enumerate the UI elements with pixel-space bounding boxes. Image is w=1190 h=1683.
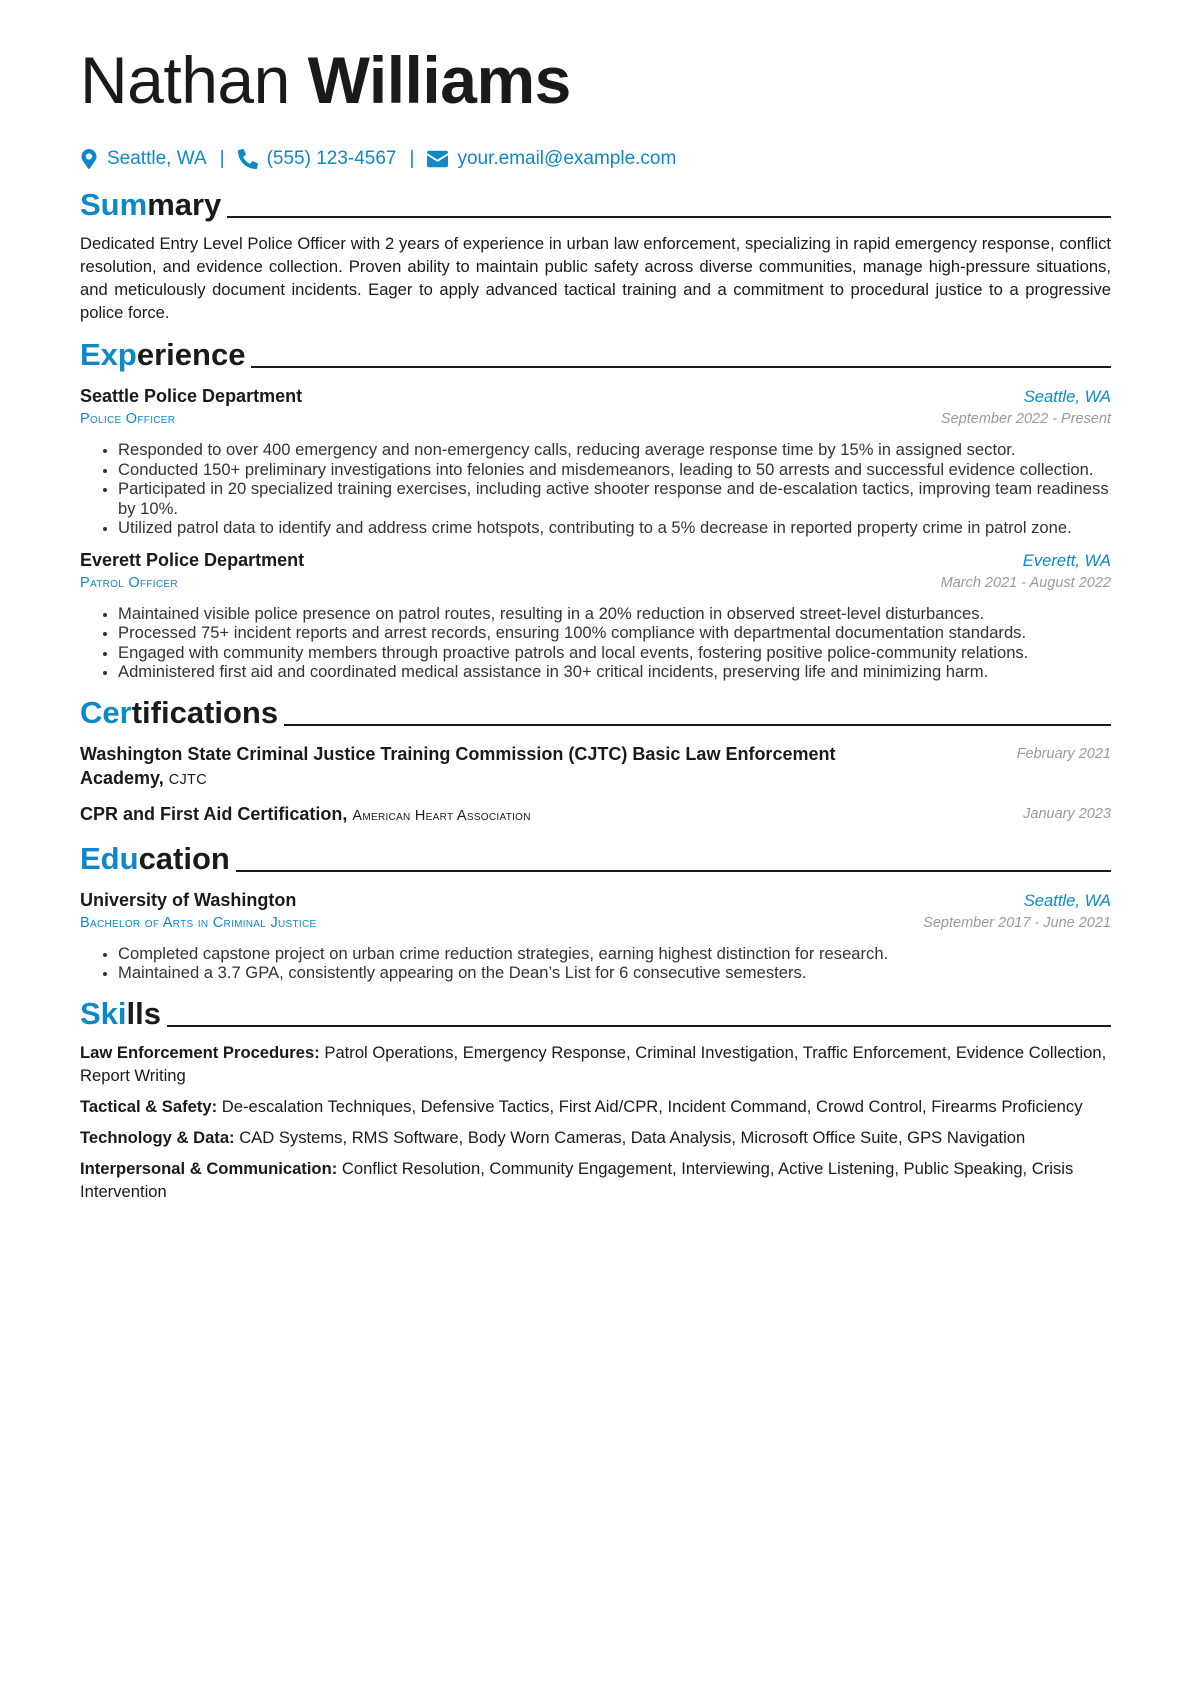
candidate-name: [80, 40, 1111, 120]
list-item: • Responded to over 400 emergency and non-emergency calls, reducing average response time by 15% in assigned sector.: [118, 440, 1111, 460]
school-name: University of Washington: [80, 889, 297, 910]
list-item: • Completed capstone project on urban crime reduction strategies, earning highest distinction for research.: [118, 944, 1111, 964]
cert-name: Washington State Criminal Justice Training Commission (CJTC) Basic Law Enforcement Academy: [80, 743, 836, 788]
skill-group: [80, 1041, 1111, 1087]
skill-category: Interpersonal & Communication:: [80, 1158, 338, 1178]
education-heading: Education: [80, 838, 1111, 878]
cert-issuer: CJTC: [168, 771, 207, 788]
experience-heading: Experience: [80, 334, 1111, 374]
summary-text: Dedicated Entry Level Police Officer with 2 years of experience in urban law enforcement, specializing in rapid emergency response, conflict resolution, and evidence collection. Proven ability to maintain public safety across diverse communities, manage high-pressure situations, and meticulously document incidents. Eager to apply advanced tactical training and a commitment to procedural justice to a progressive police force.: [80, 234, 1111, 322]
certification-entry: CPR and First Aid Certification, American Heart Association January 2023: [80, 803, 1111, 824]
skill-items: De-escalation Techniques, Defensive Tactics, First Aid/CPR, Incident Command, Crowd Control, Firearms Proficiency: [221, 1096, 1083, 1116]
contact-bar: [80, 144, 1111, 174]
contact-separator: |: [219, 148, 225, 169]
list-item: • Utilized patrol data to identify and address crime hotspots, contributing to a 5% decrease in reported property crime in patrol zone.: [118, 518, 1111, 538]
email-link[interactable]: your.email@example.com: [457, 148, 677, 169]
job-bullets: [80, 604, 1111, 682]
list-item: • Maintained a 3.7 GPA, consistently appearing on the Dean’s List for 6 consecutive semesters.: [118, 963, 1111, 983]
job-dates: September 2022 - Present: [940, 411, 1111, 427]
contact-email[interactable]: [427, 148, 676, 170]
job-location: Seattle, WA: [1023, 387, 1111, 406]
location-text: Seattle, WA: [107, 148, 207, 169]
job-org: Everett Police Department: [80, 549, 305, 570]
skill-category: Technology & Data:: [80, 1127, 235, 1147]
job-role: Patrol Officer: [80, 574, 178, 591]
contact-location: [80, 148, 207, 170]
list-item: • Conducted 150+ preliminary investigations into felonies and misdemeanors, leading to 50 arrests and successful evidence collection.: [118, 460, 1111, 480]
skills-heading: Skills: [80, 993, 1111, 1033]
skill-group: [80, 1095, 1111, 1118]
list-item: • Administered first aid and coordinated medical assistance in 30+ critical incidents, preserving life and minimizing harm.: [118, 662, 1111, 682]
cert-issuer: American Heart Association: [352, 807, 531, 824]
skill-items: Conflict Resolution, Community Engagement, Interviewing, Active Listening, Public Speaking, Crisis Intervention: [80, 1158, 1074, 1201]
job-dates: March 2021 - August 2022: [940, 574, 1111, 591]
education-dates: September 2017 - June 2021: [923, 914, 1111, 931]
section-rule: [284, 724, 1111, 726]
job-entry: [80, 384, 1111, 538]
phone-text[interactable]: (555) 123-4567: [266, 148, 397, 169]
summary-heading: Summary: [80, 184, 1111, 224]
section-rule: [251, 366, 1111, 368]
skill-category: Tactical & Safety:: [80, 1096, 218, 1116]
contact-phone[interactable]: [238, 148, 397, 170]
job-entry: [80, 548, 1111, 682]
section-rule: [167, 1025, 1111, 1027]
list-item: • Engaged with community members through proactive patrols and local events, fostering positive police-community relations.: [118, 643, 1111, 663]
skill-items: CAD Systems, RMS Software, Body Worn Cameras, Data Analysis, Microsoft Office Suite, GPS Navigation: [239, 1127, 1026, 1147]
cert-date: January 2023: [1023, 805, 1111, 822]
job-bullets: [80, 440, 1111, 538]
envelope-icon: [427, 149, 448, 169]
cert-date: February 2021: [1016, 745, 1111, 762]
education-entry: [80, 888, 1111, 983]
contact-separator: |: [409, 148, 415, 169]
job-role: Police Officer: [80, 411, 176, 427]
list-item: • Maintained visible police presence on patrol routes, resulting in a 20% reduction in observed street-level disturbances.: [118, 604, 1111, 624]
certifications-heading: Certifications: [80, 692, 1111, 732]
list-item: • Participated in 20 specialized training exercises, including active shooter response and de-escalation tactics, improving team readiness by 10%.: [118, 479, 1111, 518]
last-name: Williams: [307, 43, 571, 117]
first-name: Nathan: [80, 43, 290, 117]
job-org: Seattle Police Department: [80, 386, 303, 406]
section-rule: [227, 216, 1111, 218]
skill-group: [80, 1126, 1111, 1149]
section-rule: [236, 870, 1111, 872]
list-item: • Processed 75+ incident reports and arrest records, ensuring 100% compliance with departmental documentation standards.: [118, 623, 1111, 643]
school-location: Seattle, WA: [1023, 890, 1111, 910]
skill-group: [80, 1157, 1111, 1203]
skill-items: Patrol Operations, Emergency Response, Criminal Investigation, Traffic Enforcement, Evidence Collection, Report Writing: [80, 1042, 1107, 1085]
education-bullets: [80, 944, 1111, 983]
certification-entry: Washington State Criminal Justice Training Commission (CJTC) Basic Law Enforcement Academy, CJTC February 2021: [80, 743, 1111, 788]
job-location: Everett, WA: [1022, 550, 1111, 570]
phone-icon: [238, 149, 258, 169]
skill-category: Law Enforcement Procedures:: [80, 1042, 320, 1062]
map-pin-icon: [80, 149, 98, 169]
degree: Bachelor of Arts in Criminal Justice: [80, 914, 317, 931]
cert-name: CPR and First Aid Certification: [80, 803, 343, 824]
